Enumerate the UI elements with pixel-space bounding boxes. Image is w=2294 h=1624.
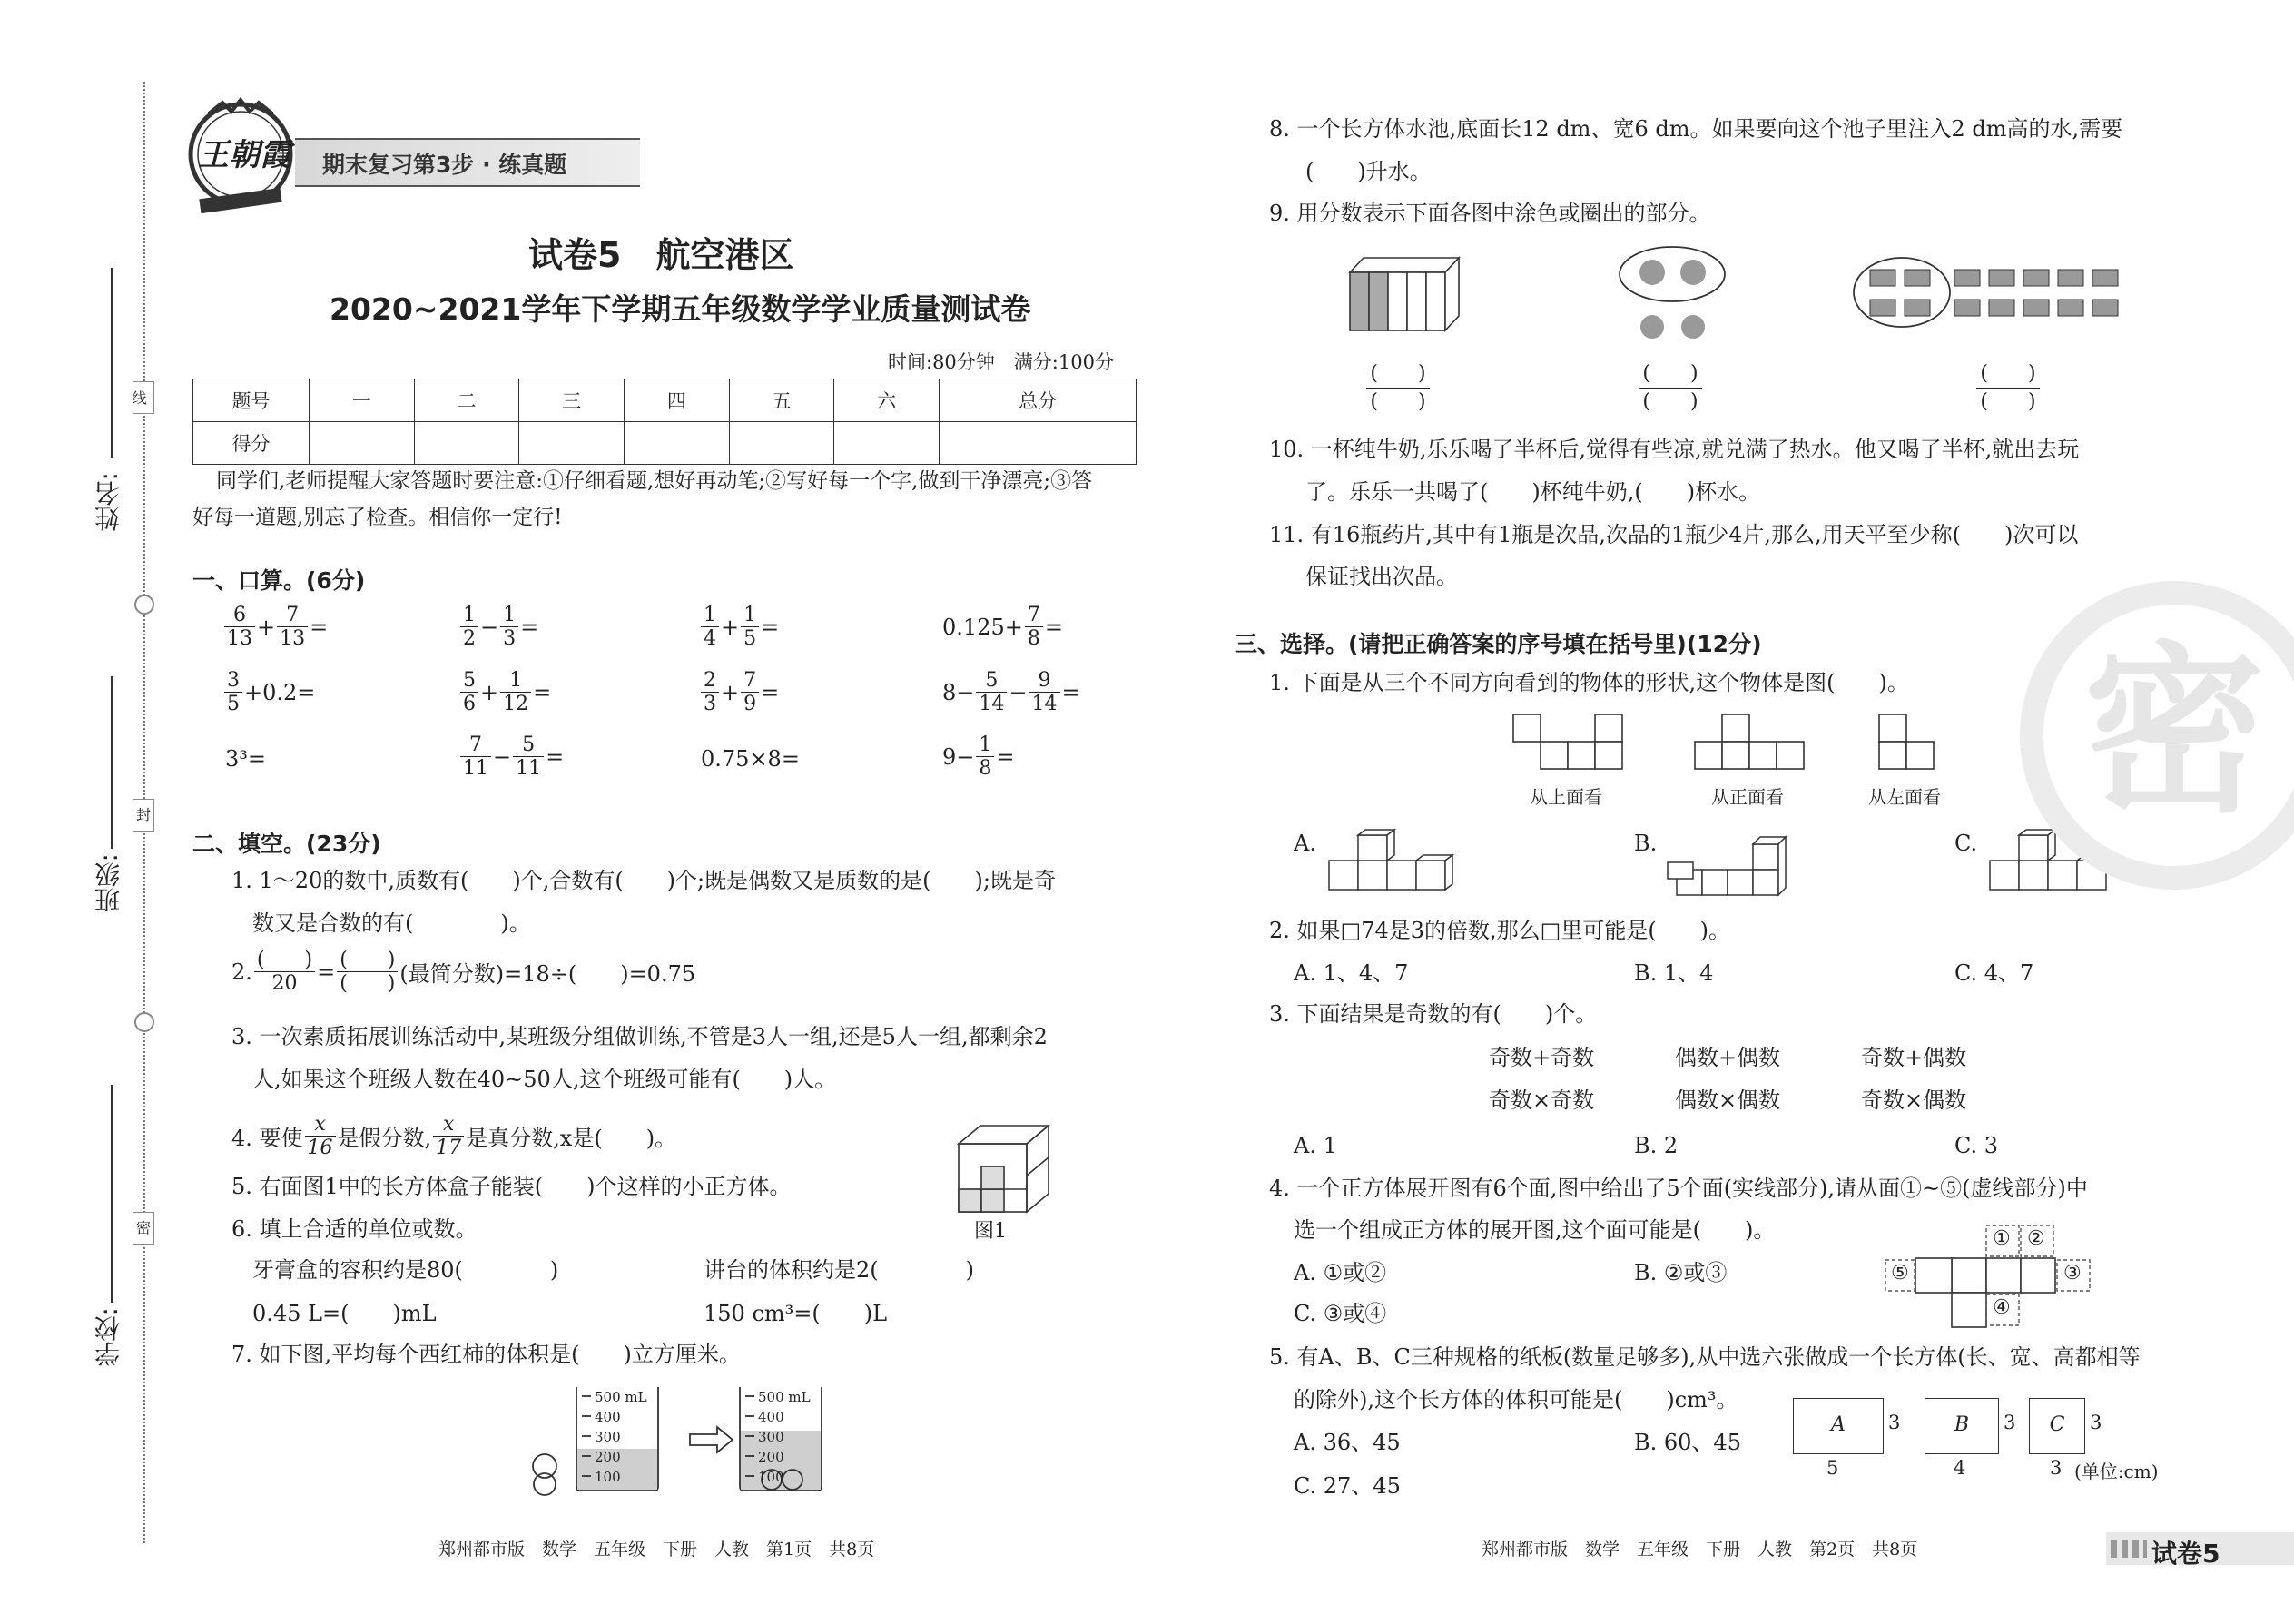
view-left-label: 从左面看 [1868, 786, 1941, 808]
q9-answer-2[interactable]: ( ) ( ) [1639, 360, 1702, 416]
calc-r1c3: $\frac{1}{4}$ + $\frac{1}{5}$ = [699, 604, 779, 650]
q9-figure-bars [1348, 256, 1462, 337]
board-a: A [1793, 1398, 1884, 1454]
fill-q4: 4. 要使 $\frac{x}{16}$ 是假分数, $\frac{x}{17}$ 是真分数,x是( )。 [231, 1113, 677, 1159]
q2-option-c[interactable]: C. 4、7 [1954, 960, 2034, 986]
calc-r2c2: $\frac{5}{6}$ + $\frac{1}{12}$ = [458, 669, 551, 715]
seal-char-xian: 线 [133, 381, 154, 414]
net-label-2: ② [2027, 1227, 2045, 1250]
calc-r2c4: 8− $\frac{5}{14}$ − $\frac{9}{14}$ = [942, 669, 1080, 715]
choice-q5-line1: 5. 有A、B、C三种规格的纸板(数量足够多),从中选六张做成一个长方体(长、宽、高都相等 [1269, 1344, 2141, 1370]
q4-option-a[interactable]: A. ①或② [1294, 1260, 1387, 1285]
seal-watermark: 密 [2020, 581, 2294, 890]
choice-q4-line2: 选一个组成正方体的展开图,这个面可能是( )。 [1294, 1217, 1776, 1243]
fill-q10-line1: 10. 一杯纯牛奶,乐乐喝了半杯后,觉得有些凉,就兑满了热水。他又喝了半杯,就出去玩 [1269, 437, 2080, 462]
q5-option-c[interactable]: C. 27、45 [1294, 1473, 1401, 1499]
binding-hole-icon [134, 1012, 154, 1032]
fill-q11-line2: 保证找出次品。 [1305, 564, 1458, 589]
beaker-figure [522, 1380, 867, 1501]
logo-text: 王朝霞 [198, 137, 290, 173]
q2-option-b[interactable]: B. 1、4 [1634, 960, 1714, 986]
fill-q6b: 讲台的体积约是2( ) [704, 1257, 974, 1283]
board-b-w: 4 [1954, 1457, 1966, 1479]
score-table [192, 379, 1137, 465]
view-front-label: 从正面看 [1711, 786, 1784, 808]
score-input-cell[interactable] [310, 422, 415, 465]
banner-text: 期末复习第3步 · 练真题 [322, 152, 567, 178]
net-label-3: ③ [2063, 1262, 2082, 1284]
net-label-5: ⑤ [1891, 1262, 1909, 1284]
fill-q8-line1: 8. 一个长方体水池,底面长12 dm、宽6 dm。如果要向这个池子里注入2 dm高的水,需要 [1269, 116, 2123, 142]
footer-tab: 试卷5 [2151, 1539, 2220, 1569]
fill-q1-line1: 1. 1～20的数中,质数有( )个,合数有( )个;既是偶数又是质数的是( );既是奇 [231, 868, 1056, 893]
q9-figure-bricks [1852, 254, 2124, 335]
fill-q9: 9. 用分数表示下面各图中涂色或圈出的部分。 [1269, 201, 1711, 226]
view-front-figure [1693, 713, 1807, 775]
score-cell: 得分 [193, 422, 310, 465]
fill-q1-line2: 数又是合数的有( )。 [252, 910, 531, 936]
brand-logo [182, 95, 300, 213]
score-cell: 总分 [940, 379, 1137, 422]
score-input-cell[interactable] [519, 422, 625, 465]
q1-option-b-figure[interactable] [1666, 828, 1793, 904]
q3-expr-4: 奇数×奇数 [1489, 1088, 1595, 1113]
view-top-label: 从上面看 [1530, 786, 1602, 808]
calc-r3c2: $\frac{7}{11}$ − $\frac{5}{11}$ = [458, 733, 564, 780]
fill-q6d: 150 cm³=( )L [704, 1301, 888, 1326]
q3-expr-2: 偶数+偶数 [1675, 1045, 1781, 1070]
q9-answer-1[interactable]: ( ) ( ) [1366, 360, 1430, 416]
score-input-cell[interactable] [625, 422, 730, 465]
seal-char-mi: 密 [133, 1212, 154, 1245]
name-line [111, 268, 113, 458]
calc-r1c4: 0.125+ $\frac{7}{8}$ = [942, 604, 1063, 650]
beaker1-ticks: 500 mL 400 300 200 100 [595, 1389, 647, 1485]
calc-r3c1: 3³= [225, 746, 266, 772]
score-input-cell[interactable] [940, 422, 1137, 465]
figure1-cube-box [953, 1121, 1053, 1220]
choice-q5-line2: 的除外),这个长方体的体积可能是( )cm³。 [1294, 1387, 1738, 1412]
fill-q6a: 牙膏盒的容积约是80( ) [252, 1257, 559, 1283]
score-cell: 二 [414, 379, 519, 422]
calc-r3c4: 9− $\frac{1}{8}$ = [942, 733, 1015, 780]
calc-r1c1: $\frac{6}{13}$ + $\frac{7}{13}$ = [222, 604, 328, 650]
q3-expr-1: 奇数+奇数 [1489, 1045, 1595, 1070]
board-c-w: 3 [2050, 1457, 2063, 1479]
choice-q3: 3. 下面结果是奇数的有( )个。 [1269, 1001, 1598, 1027]
section2-title: 二、填空。(23分) [192, 831, 381, 857]
calc-r2c3: $\frac{2}{3}$ + $\frac{7}{9}$ = [699, 669, 779, 715]
board-b: B [1925, 1398, 1999, 1454]
board-b-h: 3 [2004, 1412, 2016, 1433]
fill-q3-line1: 3. 一次素质拓展训练活动中,某班级分组做训练,不管是3人一组,还是5人一组,都剩余2 [231, 1024, 1048, 1049]
school-line [111, 1085, 113, 1303]
class-line [111, 676, 113, 849]
exam-subtitle: 2020~2021学年下学期五年级数学学业质量测试卷 [330, 291, 1031, 327]
q9-figure-grapes [1616, 245, 1729, 358]
q1-option-c-label[interactable]: C. [1954, 831, 1978, 856]
q1-option-a-label[interactable]: A. [1294, 831, 1316, 856]
q3-option-a[interactable]: A. 1 [1294, 1133, 1337, 1158]
score-input-cell[interactable] [729, 422, 834, 465]
q3-expr-5: 偶数×偶数 [1675, 1088, 1781, 1113]
board-c: C [2029, 1398, 2085, 1454]
q3-option-c[interactable]: C. 3 [1954, 1133, 1999, 1158]
score-input-cell[interactable] [834, 422, 940, 465]
section1-title: 一、口算。(6分) [192, 567, 366, 594]
score-table-score-row [193, 422, 1137, 465]
board-c-h: 3 [2090, 1412, 2102, 1433]
section3-title: 三、选择。(请把正确答案的序号填在括号里)(12分) [1235, 631, 1762, 657]
footer-tab-dots [2111, 1540, 2147, 1558]
fill-q8-line2: ( )升水。 [1305, 159, 1432, 184]
cube-net-figure [1884, 1224, 2102, 1328]
name-label: 姓名: [94, 472, 123, 532]
time-info: 时间:80分钟 满分:100分 [888, 351, 1114, 373]
view-left-figure [1877, 713, 1936, 775]
q3-expr-3: 奇数+偶数 [1861, 1045, 1967, 1070]
beaker2-ticks: 500 mL 400 300 200 100 [758, 1389, 811, 1485]
board-a-w: 5 [1826, 1457, 1839, 1479]
q3-option-b[interactable]: B. 2 [1634, 1133, 1679, 1158]
score-cell: 一 [310, 379, 415, 422]
fill-q3-line2: 人,如果这个班级人数在40~50人,这个班级可能有( )人。 [252, 1067, 837, 1092]
fill-q11-line1: 11. 有16瓶药片,其中有1瓶是次品,次品的1瓶少4片,那么,用天平至少称( )次可以 [1269, 522, 2079, 547]
choice-q4-line1: 4. 一个正方体展开图有6个面,图中给出了5个面(实线部分),请从面①~⑤(虚线部分)中 [1269, 1176, 2088, 1201]
net-label-4: ④ [1993, 1296, 2011, 1319]
score-cell: 六 [834, 379, 940, 422]
footer-left: 郑州都市版 数学 五年级 下册 人教 第1页 共8页 [438, 1540, 875, 1560]
calc-r3c3: 0.75×8= [701, 746, 800, 772]
score-cell: 三 [519, 379, 625, 422]
intro-line-2: 好每一道题,别忘了检查。相信你一定行! [192, 506, 563, 529]
score-input-cell[interactable] [414, 422, 519, 465]
calc-r1c2: $\frac{1}{2}$ − $\frac{1}{3}$ = [458, 604, 538, 650]
score-table-header-row [193, 379, 1137, 422]
score-cell: 题号 [193, 379, 310, 422]
unit-note: (单位:cm) [2074, 1461, 2159, 1482]
score-cell: 五 [729, 379, 834, 422]
figure1-label: 图1 [974, 1220, 1007, 1243]
choice-q1: 1. 下面是从三个不同方向看到的物体的形状,这个物体是图( )。 [1269, 670, 1909, 695]
exam-title: 试卷5 航空港区 [528, 235, 794, 275]
calc-r2c1: $\frac{3}{5}$ +0.2= [222, 669, 315, 715]
q2-option-a[interactable]: A. 1、4、7 [1294, 960, 1409, 986]
fill-q6: 6. 填上合适的单位或数。 [231, 1216, 478, 1242]
class-label: 班级: [94, 853, 123, 913]
intro-line-1: 同学们,老师提醒大家答题时要注意:①仔细看题,想好再动笔;②写好每一个字,做到干净漂亮;③答 [216, 469, 1093, 493]
q4-option-c[interactable]: C. ③或④ [1294, 1301, 1387, 1326]
seal-char-feng: 封 [133, 799, 154, 832]
q3-expr-6: 奇数×偶数 [1861, 1088, 1967, 1113]
fill-q6c: 0.45 L=( )mL [252, 1301, 437, 1326]
fill-q10-line2: 了。乐乐一共喝了( )杯纯牛奶,( )杯水。 [1305, 479, 1761, 505]
q5-option-b[interactable]: B. 60、45 [1634, 1430, 1741, 1455]
fill-q7: 7. 如下图,平均每个西红柿的体积是( )立方厘米。 [231, 1342, 741, 1367]
binding-hole-icon [134, 595, 154, 615]
school-label: 学校: [94, 1307, 123, 1367]
q5-option-a[interactable]: A. 36、45 [1294, 1430, 1401, 1455]
q4-option-b[interactable]: B. ②或③ [1634, 1260, 1728, 1285]
q1-option-a-figure[interactable] [1327, 828, 1454, 897]
q9-answer-3[interactable]: ( ) ( ) [1976, 360, 2040, 416]
fill-q2: 2. $\frac{( )}{20}$ = $\frac{( )}{( )}$ (最简分数)=18÷( )=0.75 [231, 949, 696, 995]
view-top-figure [1511, 713, 1625, 775]
q1-option-b-label[interactable]: B. [1634, 831, 1658, 856]
choice-q2: 2. 如果□74是3的倍数,那么□里可能是( )。 [1269, 918, 1731, 943]
score-cell: 四 [625, 379, 730, 422]
footer-right: 郑州都市版 数学 五年级 下册 人教 第2页 共8页 [1482, 1540, 1918, 1560]
net-label-1: ① [1993, 1227, 2011, 1250]
fill-q5: 5. 右面图1中的长方体盒子能装( )个这样的小正方体。 [231, 1174, 792, 1199]
board-a-h: 3 [1888, 1412, 1901, 1433]
